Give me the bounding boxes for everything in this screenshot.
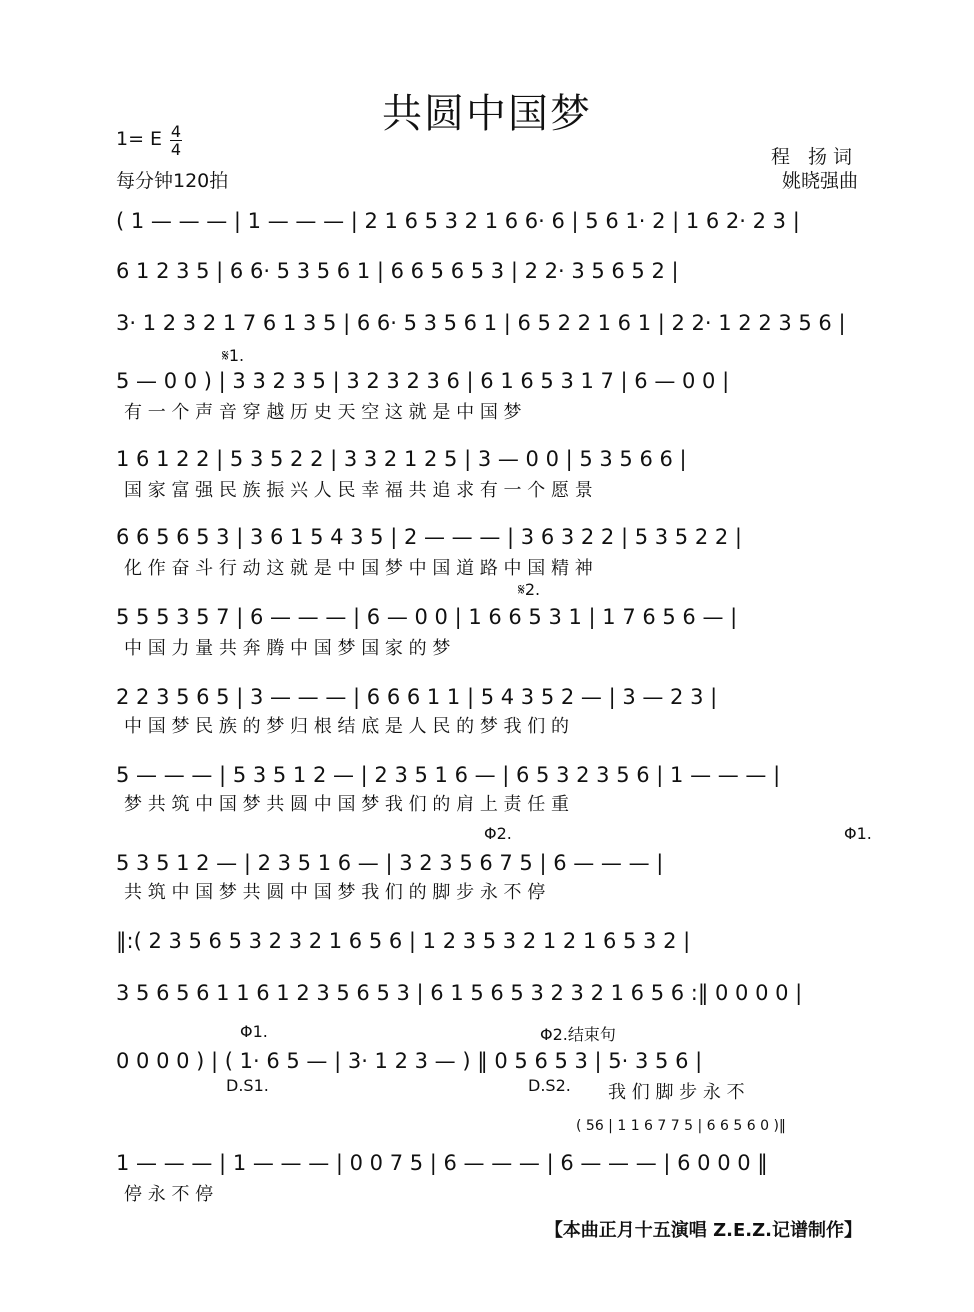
lyric-row: 中 国 梦 民 族 的 梦 归 根 结 底 是 人 民 的 梦 我 们 的: [124, 716, 569, 737]
footer-note: 【本曲正月十五演唱 Z.E.Z.记谱制作】: [544, 1220, 862, 1241]
lyric-row: 有 一 个 声 音 穿 越 历 史 天 空 这 就 是 中 国 梦: [124, 402, 522, 423]
tempo-marking: 每分钟120拍: [116, 170, 229, 192]
notation-row: [116, 366, 864, 396]
coda-1-return-mark: Φ1.: [240, 1022, 268, 1041]
lyric-row: 中 国 力 量 共 奔 腾 中 国 梦 国 家 的 梦: [124, 638, 451, 659]
ds1-mark: D.S1.: [226, 1076, 269, 1095]
notation-row: [116, 848, 864, 878]
lyric-row: 我 们 脚 步 永 不: [608, 1082, 745, 1103]
notation-row: [116, 1148, 864, 1178]
alternate-ending-line: ( 56 | 1 1 6 7 7 5 | 6 6 5 6 0 )‖: [576, 1118, 786, 1134]
lyric-row: 化 作 奋 斗 行 动 这 就 是 中 国 梦 中 国 道 路 中 国 精 神: [124, 558, 593, 579]
notation-row: [116, 978, 864, 1008]
time-signature: [170, 124, 182, 157]
notation-text: ( 1 — — — | 1 — — — | 2 1 6 5 3 2 1 6 6· 6 | 5 6 1· 2 | 1 6 2· 2 3 |: [116, 209, 800, 233]
notation-text: 2 2 3 5 6 5 | 3 — — — | 6 6 6 1 1 | 5 4 3 5 2 — | 3 — 2 3 |: [116, 685, 718, 709]
notation-row: [116, 1046, 864, 1076]
segno-2-mark: 𝄋2.: [518, 580, 541, 599]
notation-text: 5 3 5 1 2 — | 2 3 5 1 6 — | 3 2 3 5 6 7 5 | 6 — — — |: [116, 851, 664, 875]
segno-1-mark: 𝄋1.: [222, 346, 245, 365]
notation-text: 0 0 0 0 ) | ( 1· 6 5 — | 3· 1 2 3 — ) ‖ 0 5 6 5 3 | 5· 3 5 6 |: [116, 1049, 703, 1073]
lyric-row: 共 筑 中 国 梦 共 圆 中 国 梦 我 们 的 脚 步 永 不 停: [124, 882, 546, 903]
lyric-row: 停 永 不 停: [124, 1184, 214, 1205]
notation-text: 6 1 2 3 5 | 6 6· 5 3 5 6 1 | 6 6 5 6 5 3 | 2 2· 3 5 6 5 2 |: [116, 259, 679, 283]
notation-text: 3· 1 2 3 2 1 7 6 1 3 5 | 6 6· 5 3 5 6 1 | 6 5 2 2 1 6 1 | 2 2· 1 2 2 3 5 6 |: [116, 311, 846, 335]
lyric-row: 国 家 富 强 民 族 振 兴 人 民 幸 福 共 追 求 有 一 个 愿 景: [124, 480, 593, 501]
notation-row: [116, 926, 864, 956]
time-top: 4: [170, 122, 182, 141]
lyric-row: 梦 共 筑 中 国 梦 共 圆 中 国 梦 我 们 的 肩 上 责 任 重: [124, 794, 569, 815]
notation-text: 1 6 1 2 2 | 5 3 5 2 2 | 3 3 2 1 2 5 | 3 — 0 0 | 5 3 5 6 6 |: [116, 447, 687, 471]
notation-row: [116, 602, 864, 632]
notation-row: [116, 444, 864, 474]
notation-text: ‖:( 2 3 5 6 5 3 2 3 2 1 6 5 6 | 1 2 3 5 3 2 1 2 1 6 5 3 2 |: [116, 929, 691, 953]
notation-text: 5 — 0 0 ) | 3 3 2 3 5 | 3 2 3 2 3 6 | 6 1 6 5 3 1 7 | 6 — 0 0 |: [116, 369, 730, 393]
notation-row: [116, 522, 864, 552]
notation-row: [116, 256, 864, 286]
coda-1-mark: Φ1.: [844, 824, 872, 843]
notation-row: [116, 760, 864, 790]
coda-2-ending-mark: Φ2.结束句: [540, 1025, 616, 1044]
notation-row: [116, 206, 864, 236]
key-signature: 1= E: [116, 128, 163, 150]
ds2-mark: D.S2.: [528, 1076, 571, 1095]
coda-2-mark: Φ2.: [484, 824, 512, 843]
song-title: 共圆中国梦: [382, 91, 592, 137]
lyricist-credit: 程 扬词: [770, 146, 858, 168]
composer-credit: 姚晓强曲: [781, 170, 858, 192]
time-bottom: 4: [170, 140, 182, 159]
notation-text: 3 5 6 5 6 1 1 6 1 2 3 5 6 5 3 | 6 1 5 6 5 3 2 3 2 1 6 5 6 :‖ 0 0 0 0 |: [116, 981, 803, 1005]
notation-text: 6 6 5 6 5 3 | 3 6 1 5 4 3 5 | 2 — — — | 3 6 3 2 2 | 5 3 5 2 2 |: [116, 525, 742, 549]
notation-text: 5 — — — | 5 3 5 1 2 — | 2 3 5 1 6 — | 6 5 3 2 3 5 6 | 1 — — — |: [116, 763, 781, 787]
notation-text: 5 5 5 3 5 7 | 6 — — — | 6 — 0 0 | 1 6 6 5 3 1 | 1 7 6 5 6 — |: [116, 605, 738, 629]
notation-row: [116, 308, 864, 338]
notation-text: 1 — — — | 1 — — — | 0 0 7 5 | 6 — — — | 6 — — — | 6 0 0 0 ‖: [116, 1151, 768, 1175]
notation-row: [116, 682, 864, 712]
